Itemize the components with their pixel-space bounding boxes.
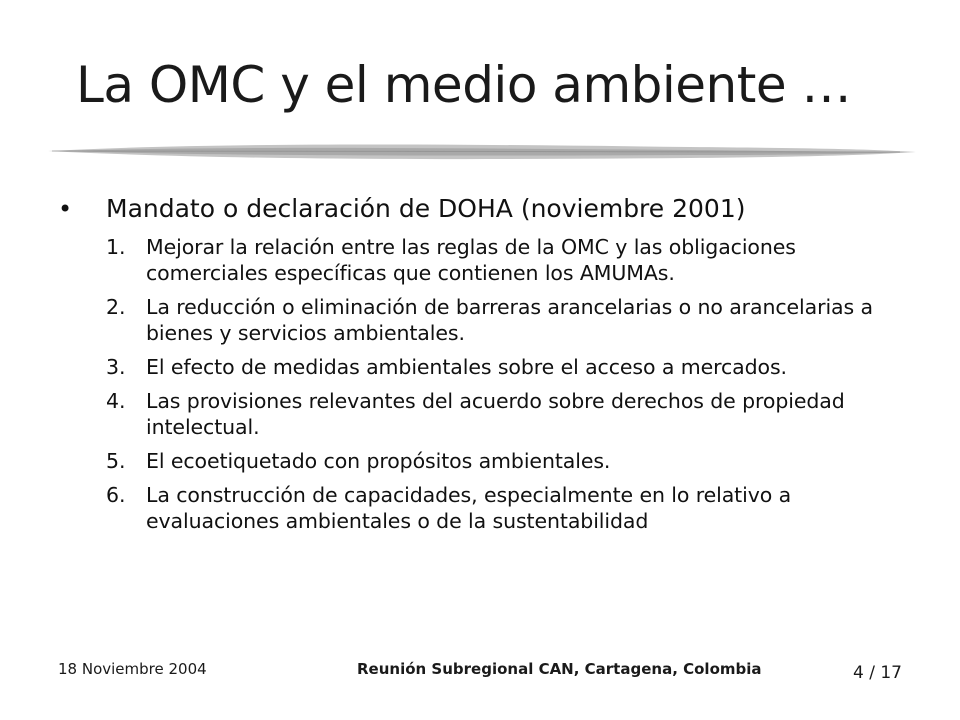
list-text: La construcción de capacidades, especialmente en lo relativo a evaluaciones ambientales o de la sustentabilidad [146, 483, 792, 533]
list-number: 3. [106, 355, 126, 379]
title-underline-rule [40, 138, 920, 164]
footer-event: Reunión Subregional CAN, Cartagena, Colombia [357, 660, 762, 678]
list-item-4 [106, 388, 906, 440]
list-text: La reducción o eliminación de barreras arancelarias o no arancelarias a bienes y servicios ambientales. [146, 295, 873, 345]
footer-date: 18 Noviembre 2004 [58, 660, 207, 678]
list-number: 2. [106, 295, 126, 319]
list-number: 1. [106, 235, 126, 259]
list-number: 5. [106, 449, 126, 473]
main-bullet [58, 192, 918, 226]
list-text: El ecoetiquetado con propósitos ambientales. [146, 449, 611, 473]
bullet-symbol: • [58, 195, 73, 223]
list-item-1 [106, 234, 906, 286]
list-text: Mejorar la relación entre las reglas de la OMC y las obligaciones comerciales específicas que contienen los AMUMAs. [146, 235, 796, 285]
bullet-heading: Mandato o declaración de DOHA (noviembre 2001) [106, 194, 746, 223]
list-text: Las provisiones relevantes del acuerdo sobre derechos de propiedad intelectual. [146, 389, 845, 439]
list-item-6 [106, 482, 906, 534]
list-text: El efecto de medidas ambientales sobre el acceso a mercados. [146, 355, 787, 379]
page-number: 4 / 17 [853, 663, 902, 683]
list-item-3 [106, 354, 906, 380]
slide-title: La OMC y el medio ambiente … [76, 56, 851, 114]
list-item-5 [106, 448, 906, 474]
list-item-2 [106, 294, 906, 346]
list-number: 6. [106, 483, 126, 507]
numbered-list [106, 234, 906, 542]
list-number: 4. [106, 389, 126, 413]
